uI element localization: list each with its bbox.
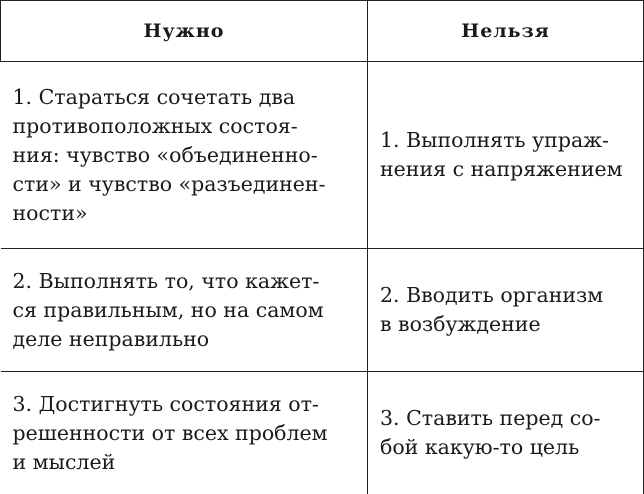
table-row (1, 62, 644, 249)
cell-line: 3. Ставить перед со- (380, 404, 631, 433)
header-should: Нужно (1, 1, 368, 62)
table-header-row (1, 1, 644, 62)
cell-should-not-2 (368, 249, 644, 372)
cell-line: деле неправильно (13, 325, 356, 354)
cell-line: сти» и чувство «разъединен- (13, 170, 356, 199)
cell-line: нения с напряжением (380, 155, 631, 184)
cell-line: решенности от всех проблем (13, 419, 356, 448)
table-row (1, 372, 644, 494)
cell-line: ся правильным, но на самом (13, 296, 356, 325)
cell-line: в возбуждение (380, 310, 631, 339)
cell-line: ности» (13, 199, 356, 228)
cell-line: 1. Выполнять упраж- (380, 126, 631, 155)
cell-line: 1. Стараться сочетать два (13, 83, 356, 112)
header-should-not: Нельзя (368, 1, 644, 62)
cell-should-3 (1, 372, 368, 494)
cell-line: противоположных состоя- (13, 112, 356, 141)
cell-line: 2. Выполнять то, что кажет- (13, 267, 356, 296)
cell-should-not-3 (368, 372, 644, 494)
cell-line: 2. Вводить организм (380, 281, 631, 310)
cell-line: и мыслей (13, 448, 356, 477)
cell-should-not-1 (368, 62, 644, 249)
cell-line: ния: чувство «объединенно- (13, 141, 356, 170)
cell-line: бой какую-то цель (380, 433, 631, 462)
cell-should-2 (1, 249, 368, 372)
cell-line: 3. Достигнуть состояния от- (13, 390, 356, 419)
table-row (1, 249, 644, 372)
cell-should-1 (1, 62, 368, 249)
